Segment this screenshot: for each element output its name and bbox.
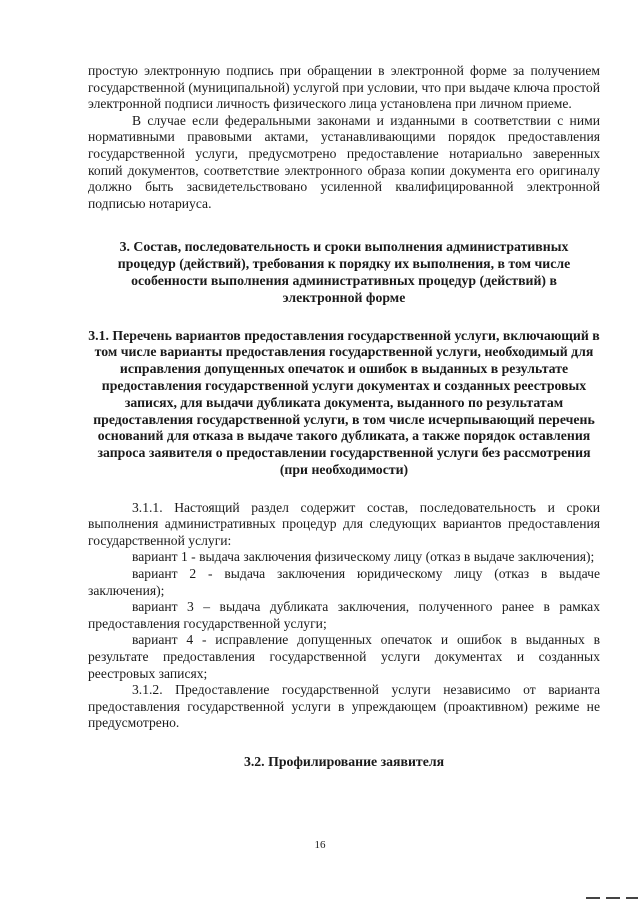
paragraph-electronic-signature: простую электронную подпись при обращении в электронной форме за получением государственной (муниципальной) услугой при условии, что при выдаче ключа простой электронной подписи личность физического лица установлена при личном приеме.: [88, 63, 600, 112]
subsection-heading-3-2: 3.2. Профилирование заявителя: [243, 754, 445, 770]
paragraph-3-1-1: 3.1.1. Настоящий раздел содержит состав, последовательность и сроки выполнения административных процедур для следующих вариантов предоставления государственной услуги:: [88, 499, 600, 548]
list-item-variant-4: вариант 4 - исправление допущенных опечаток и ошибок в выданных в результате предоставления государственной услуги документах и созданных реестровых записях;: [88, 632, 600, 681]
list-item-variant-3: вариант 3 – выдача дубликата заключения, полученного ранее в рамках предоставления государственной услуги;: [88, 599, 600, 631]
variants-list: [88, 500, 600, 732]
section-heading-3: 3. Состав, последовательность и сроки выполнения административных процедур (действий), требования к порядку их выполнения, в том числе особенности выполнения административных процедур (действий) в электронной форме: [117, 239, 571, 305]
paragraph-3-1-2: 3.1.2. Предоставление государственной услуги независимо от варианта предоставления государственной услуги в упреждающем (проактивном) режиме не предусмотрено.: [88, 682, 600, 731]
subsection-heading-3-1: 3.1. Перечень вариантов предоставления государственной услуги, включающий в том числе варианты предоставления государственной услуги, необходимый для исправления допущенных опечаток и ошибок в выданных в результате предоставления государственной услуги документах и созданных реестровых записях, для выдачи дубликата документа, выданного по результатам предоставления государственной услуги, в том числе исчерпывающий перечень оснований для отказа в выдаче такого дубликата, а также порядок оставления запроса заявителя о предоставлении государственной услуги без рассмотрения (при необходимости): [88, 327, 600, 477]
page-number: 16: [314, 839, 326, 851]
scan-edge-mark: [626, 897, 638, 899]
scan-edge-mark: [586, 897, 600, 899]
paragraph-notary-copies: В случае если федеральными законами и изданными в соответствии с ними нормативными правовыми актами, устанавливающими порядок предоставления государственной услуги, предусмотрено предоставление нотариально заверенных копий документов, соответствие электронного образа копии документа его оригиналу должно быть засвидетельствовано усиленной квалифицированной электронной подписью нотариуса.: [88, 112, 600, 211]
scan-edge-mark: [606, 897, 620, 899]
list-item-variant-2: вариант 2 - выдача заключения юридическому лицу (отказ в выдаче заключения);: [88, 566, 600, 598]
list-item-variant-1: вариант 1 - выдача заключения физическому лицу (отказ в выдаче заключения);: [132, 549, 595, 565]
page-body: [88, 63, 600, 771]
